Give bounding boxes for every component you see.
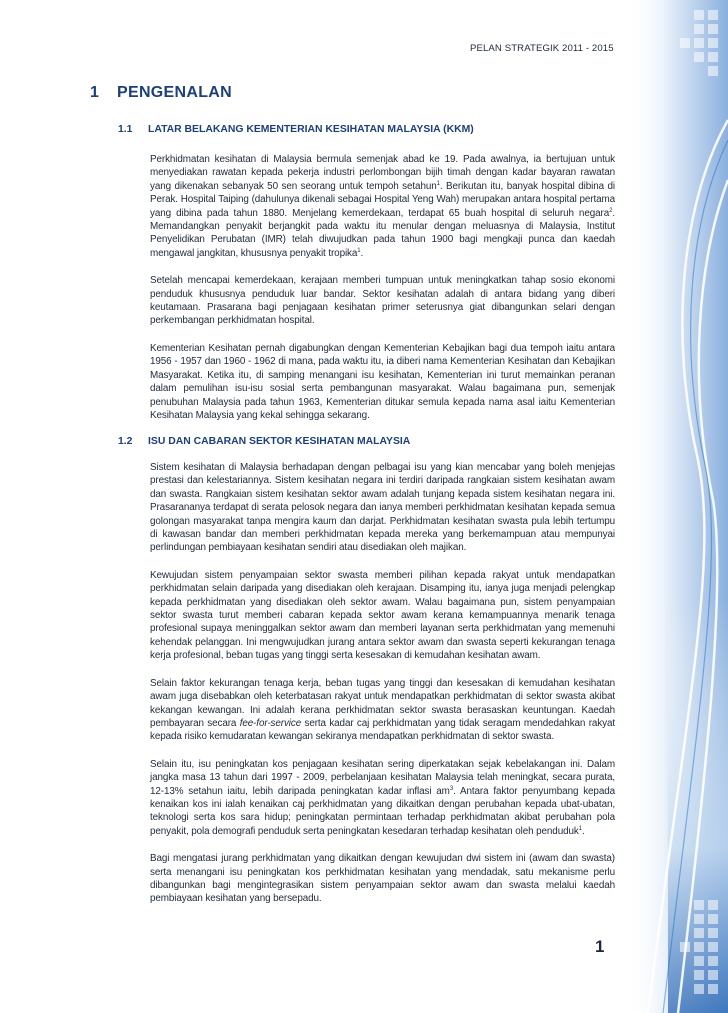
section-1-1-body [150,153,615,436]
section-number: 1.1 [118,124,133,135]
paragraph: Bagi mengatasi jurang perkhidmatan yang dikaitkan dengan kewujudan dwi sistem ini (awam dan swasta) serta menangani isu peningkatan kos perkhidmatan kesihatan yang mendadak, satu mekanisme perlu dibangunkan bagi mengintegrasikan sistem penyampaian sektor awam dan swasta melalui kaedah pembiayaan kesihatan yang bersepadu. [150,853,615,905]
section-title: ISU DAN CABARAN SEKTOR KESIHATAN MALAYSIA [148,436,411,447]
paragraph [150,758,615,838]
footnote-ref: 1 [436,180,440,187]
text-run: . Memandangkan penyakit berjangkit pada waktu itu menular dengan meluasnya di Malaysia, Institut Penyelidikan Perubatan (IMR) telah diwujudkan pada tahun 1900 bagi mengkaji punca dan kaedah mengawal jangkitan, khususnya penyakit tropika [150,207,615,259]
footnote-ref: 2 [609,207,613,214]
text-run: Perkhidmatan kesihatan di Malaysia bermula semenjak abad ke 19. Pada awalnya, ia bertujuan untuk menyediakan rawatan kepada pekerja industri perlombongan bijih timah dengan kadar bayaran rawatan yang dikenakan sebanyak 50 sen seorang untuk tempoh setahun [150,154,615,192]
italic-term: fee-for-service [239,717,302,729]
chapter-number: 1 [90,84,99,101]
paragraph [150,153,615,260]
text-run: Selain itu, isu peningkatan kos penjagaan kesihatan sering diperkatakan sejak kebelakangan ini. Dalam jangka masa 13 tahun dari 1997 - 2009, perbelanjaan kesihatan Malaysia telah meningkat, secara purata, 12-13% setahun iaitu, lebih daripada peningkatan kadar inflasi am [150,758,615,797]
section-title: LATAR BELAKANG KEMENTERIAN KESIHATAN MALAYSIA (KKM) [148,124,474,135]
text-run: . Antara faktor penyumbang kepada kenaikan kos ini ialah kenaikan caj perkhidmatan yang dikaitkan dengan perubahan kepada ubat-ubatan, teknologi serta kos sara hidup; peningkatan permintaan terhadap perkhidmatan akibat perubahan pola penyakit, pola demografi penduduk serta peningkatan kesedaran terhadap kesihatan oleh penduduk [150,785,615,837]
paragraph: Kewujudan sistem penyampaian sektor swasta memberi pilihan kepada rakyat untuk mendapatkan perkhidmatan selain daripada yang disediakan oleh kerajaan. Disamping itu, ianya juga menjadi pelengkap kepada perkhidmatan yang disediakan oleh sektor awam. Walau bagaimana pun, sistem penyampaian sektor swasta turut memberi cabaran kepada sektor awam kerana kemampuannya menarik tenaga profesional supaya meninggalkan sektor awam dan memberi layanan serta perkhidmatan yang memenuhi kehendak pelanggan. Ini mengwujudkan jurang antara sektor awam dan swasta seperti kekurangan tenaga kerja profesional, beban tugas yang tinggi serta kesesakan di kemudahan kesihatan awam. [150,569,615,662]
footnote-ref: 1 [357,247,361,254]
chapter-title: PENGENALAN [117,84,233,101]
text-run: serta kadar caj perkhidmatan yang tidak seragam mendedahkan rakyat kepada risiko kemudaratan kewangan sekiranya mendapatkan perkhidmatan di sektor swasta. [150,717,615,743]
section-heading-1-1 [118,124,474,135]
decorative-side-graphic [628,0,728,1013]
page-number: 1 [595,937,605,956]
running-header: PELAN STRATEGIK 2011 - 2015 [470,43,614,54]
section-heading-1-2 [118,436,410,447]
text-run: Selain faktor kekurangan tenaga kerja, beban tugas yang tinggi dan kesesakan di kemudahan kesihatan awam juga disebabkan oleh keterbatasan rakyat untuk mendapatkan perkhidmatan di sektor swasta akibat kekangan kewangan. Ini adalah kerana perkhidmatan sektor swasta berasaskan keuntungan. Kaedah pembayaran secara [150,677,615,729]
section-1-2-body [150,461,615,920]
paragraph: Setelah mencapai kemerdekaan, kerajaan memberi tumpuan untuk meningkatkan tahap sosio ekonomi penduduk khususnya penduduk luar bandar. Sektor kesihatan adalah di antara bidang yang diberi keutamaan. Prasarana bagi penjagaan kesihatan primer seterusnya giat dibangunkan selari dengan perkembangan perkhidmatan hospital. [150,275,615,327]
decorative-side-band [628,0,728,1013]
footnote-ref: 1 [578,825,582,832]
paragraph [150,677,615,744]
text-run: . Berikutan itu, banyak hospital dibina di Perak. Hospital Taiping (dahulunya dikenali sebagai Hospital Yeng Wah) merupakan antara hospital pertama yang dibina pada tahun 1880. Menjelang kemerdekaan, terdapat 65 buah hospital di seluruh negara [150,180,615,219]
text-run: . [581,825,585,837]
section-number: 1.2 [118,436,133,447]
paragraph: Kementerian Kesihatan pernah digabungkan dengan Kementerian Kebajikan bagi dua tempoh iaitu antara 1956 - 1957 dan 1960 - 1962 di mana, pada waktu itu, ia diberi nama Kementerian Kesihatan dan Kebajikan Masyarakat. Ketika itu, di samping menangani isu kesihatan, Kementerian ini turut memainkan peranan dalam pemulihan isu-isu sosial serta pembangunan masyarakat. Walau bagaimana pun, semenjak penubuhan Malaysia pada tahun 1963, Kementerian ditukar semula kepada nama asal iaitu Kementerian Kesihatan Malaysia yang kekal sehingga sekarang. [150,342,615,421]
paragraph: Sistem kesihatan di Malaysia berhadapan dengan pelbagai isu yang kian mencabar yang boleh menjejas prestasi dan kelestariannya. Sistem kesihatan negara ini terdiri daripada rangkaian sistem kesihatan awam dan swasta. Rangkaian sistem kesihatan sektor awam adalah tunjang kepada sistem kesihatan negara ini. Prasarananya terdapat di serata pelosok negara dan ianya memberi perkhidmatan kesihatan kepada semua golongan masyarakat tanpa mengira kaum dan darjat. Perkhidmatan kesihatan swasta pula lebih tertumpu di kawasan bandar dan memberi perkhidmatan kepada mereka yang berkemampuan atau mempunyai perlindungan pembiayaan kesihatan sendiri atau disediakan oleh majikan. [150,462,615,554]
footnote-ref: 3 [449,785,454,792]
text-run: . [360,247,364,259]
